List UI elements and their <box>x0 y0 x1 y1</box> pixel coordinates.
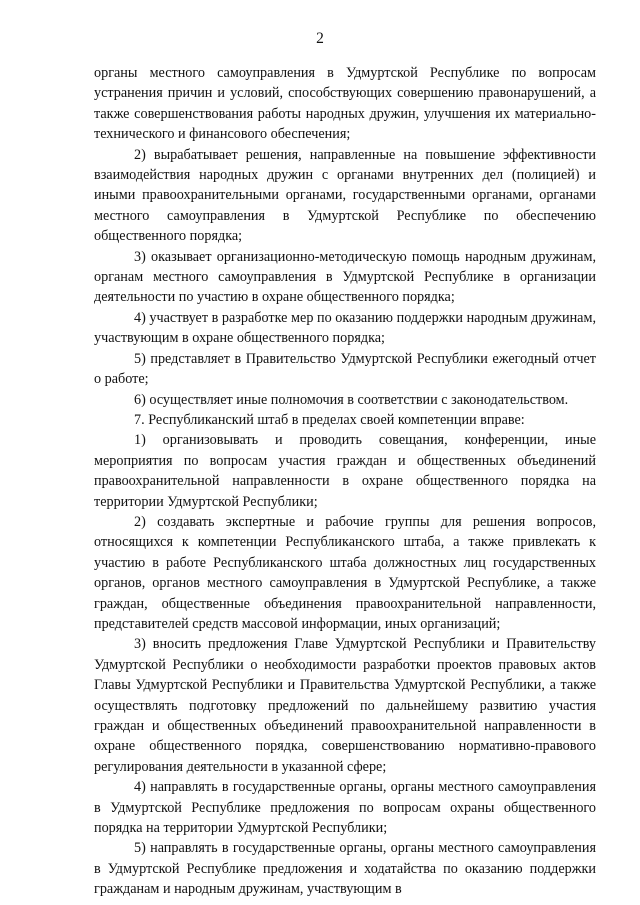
paragraph-item-3: 3) оказывает организационно-методическую помощь народным дружинам, органам местного самоуправления в Удмуртской Республике в организации деятельности по участию в охране общественного порядка; <box>94 248 596 306</box>
paragraph-item-5: 5) представляет в Правительство Удмуртской Республики ежегодный отчет о работе; <box>94 350 596 388</box>
document-body <box>94 63 596 900</box>
page-number: 2 <box>316 30 324 47</box>
paragraph-item-6: 6) осуществляет иные полномочия в соответствии с законодательством. <box>134 391 569 408</box>
paragraph-right-2: 2) создавать экспертные и рабочие группы для решения вопросов, относящихся к компетенции Республиканского штаба, а также привлекать к участию в работе Республиканского штаба должностных лиц государственных органов, органов местного самоуправления в Удмуртской Республике, а также граждан, общественные объединения правоохранительной направленности, представителей средств массовой информации, иных организаций; <box>94 513 596 632</box>
paragraph-item-4: 4) участвует в разработке мер по оказанию поддержки народным дружинам, участвующим в охране общественного порядка; <box>94 309 596 347</box>
paragraph-item-2: 2) вырабатывает решения, направленные на повышение эффективности взаимодействия народных дружин с органами внутренних дел (полицией) и иными правоохранительными органами, государственными органами, органами местного самоуправления в Удмуртской Республике по обеспечению общественного порядка; <box>94 146 596 245</box>
paragraph-right-4: 4) направлять в государственные органы, органы местного самоуправления в Удмуртской Республике предложения по вопросам охраны общественного порядка на территории Удмуртской Республики; <box>94 779 596 837</box>
paragraph-continuation: органы местного самоуправления в Удмуртской Республике по вопросам устранения причин и условий, способствующих совершению правонарушений, а также совершенствования работы народных дружин, улучшения их материально-технического и финансового обеспечения; <box>94 65 596 143</box>
paragraph-right-3: 3) вносить предложения Главе Удмуртской Республики и Правительству Удмуртской Республики о необходимости разработки проектов правовых актов Главы Удмуртской Республики и Правительства Удмуртской Республики, а также осуществлять подготовку предложений по дальнейшему развитию участия граждан и общественных объединений правоохранительной направленности в охране общественного порядка, совершенствованию нормативно-правового регулирования деятельности в указанной сфере; <box>94 636 596 775</box>
section-7-heading: 7. Республиканский штаб в пределах своей компетенции вправе: <box>134 411 525 428</box>
paragraph-right-1: 1) организовывать и проводить совещания, конференции, иные мероприятия по вопросам участия граждан и общественных объединений правоохранительной направленности в охране общественного порядка на территории Удмуртской Республики; <box>94 432 596 510</box>
paragraph-right-5: 5) направлять в государственные органы, органы местного самоуправления в Удмуртской Республике предложения и ходатайства по оказанию поддержки гражданам и народным дружинам, участвующим в <box>94 840 596 898</box>
